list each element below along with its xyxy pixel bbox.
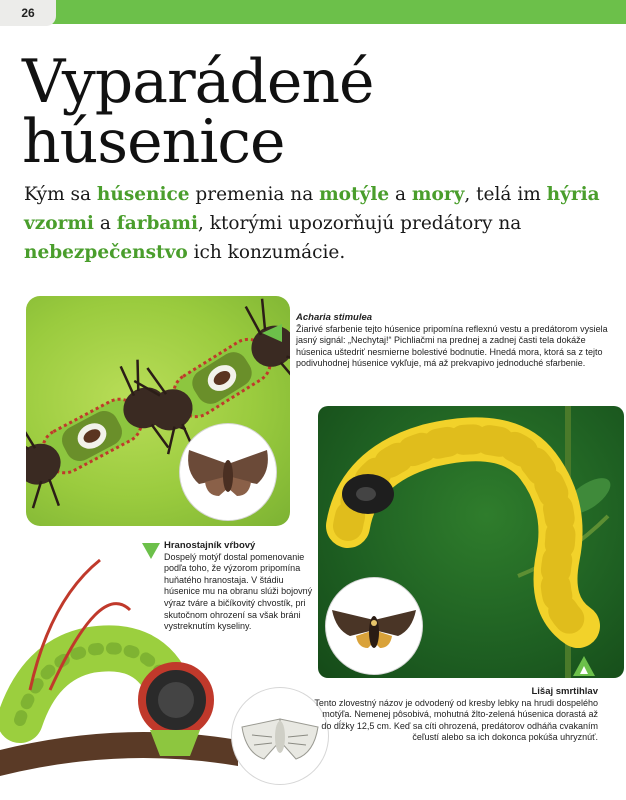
page-number: 26	[0, 0, 56, 26]
intro-highlight: hýria vzormi	[24, 184, 600, 234]
caption-pointer-triangle	[142, 543, 160, 559]
brown-moth-icon	[185, 442, 271, 502]
hranostajnik-caption-title: Hranostajník vŕbový	[164, 540, 256, 551]
intro-text: a	[93, 213, 117, 234]
hranostajnik-caption	[164, 540, 314, 633]
top-banner	[0, 0, 626, 24]
intro-text: , ktorými upozorňujú predátory na	[197, 213, 522, 234]
lisaj-caption	[314, 686, 598, 744]
acharia-caption	[296, 312, 614, 370]
title-line-2: húsenice	[22, 107, 285, 177]
white-moth-icon	[238, 701, 322, 771]
intro-text: , telá im	[464, 184, 547, 205]
lisaj-caption-title: Lišaj smrtihlav	[531, 686, 598, 697]
acharia-caption-text: Žiarivé sfarbenie tejto húsenice pripomína reflexnú vestu a predátorom vysiela jasný signál: „Nechytaj!“ Pichliačmi na prednej a zadnej časti tela dokáže húsenica uštedriť nesmierne bolestivé bodnutie. Hnedá mora, ktorá sa z tejto podivuhodnej húsenice vykľuje, má až prekvapivo jednoduché sfarbenie.	[296, 323, 608, 369]
intro-text: a	[389, 184, 412, 205]
deaths-head-moth-inset	[326, 578, 422, 674]
lisaj-caption-text: Tento zlovestný názov je odvodený od kresby lebky na hrudi dospelého motýľa. Nemenej pôsobivá, mohutná žlto-zelená húsenica dorastá až do dĺžky 12,5 cm. Keď sa cíti ohrozená, predátorov odháňa cvakaním čeľustí alebo sa ich dokonca pokúša uhryznúť.	[314, 697, 598, 743]
intro-highlight: motýle	[319, 184, 390, 205]
intro-text: ich konzumácie.	[187, 242, 346, 263]
intro-text: premenia na	[189, 184, 320, 205]
intro-highlight: húsenice	[96, 184, 190, 205]
brown-moth-inset	[180, 424, 276, 520]
deaths-head-moth-icon	[330, 596, 418, 656]
intro-highlight: nebezpečenstvo	[24, 242, 188, 263]
caption-pointer-triangle-inner	[580, 666, 588, 674]
intro-paragraph	[24, 180, 614, 267]
intro-highlight: mory	[411, 184, 465, 205]
hranostajnik-caption-text: Dospelý motýľ dostal pomenovanie podľa toho, že výzorom pripomína huňatého hranostaja. V štádiu húsenice mu na obranu slúži bojovný výraz tváre a bičíkovitý chvostík, pri skutočnom ohrození sa však bráni vystreknutím kyseliny.	[164, 551, 313, 632]
page-title	[22, 47, 374, 177]
intro-text: Kým sa	[24, 184, 97, 205]
caption-pointer-triangle	[262, 324, 282, 342]
acharia-caption-title: Acharia stimulea	[296, 312, 373, 323]
intro-highlight: farbami	[116, 213, 198, 234]
title-line-1: Vyparádené	[22, 47, 374, 117]
